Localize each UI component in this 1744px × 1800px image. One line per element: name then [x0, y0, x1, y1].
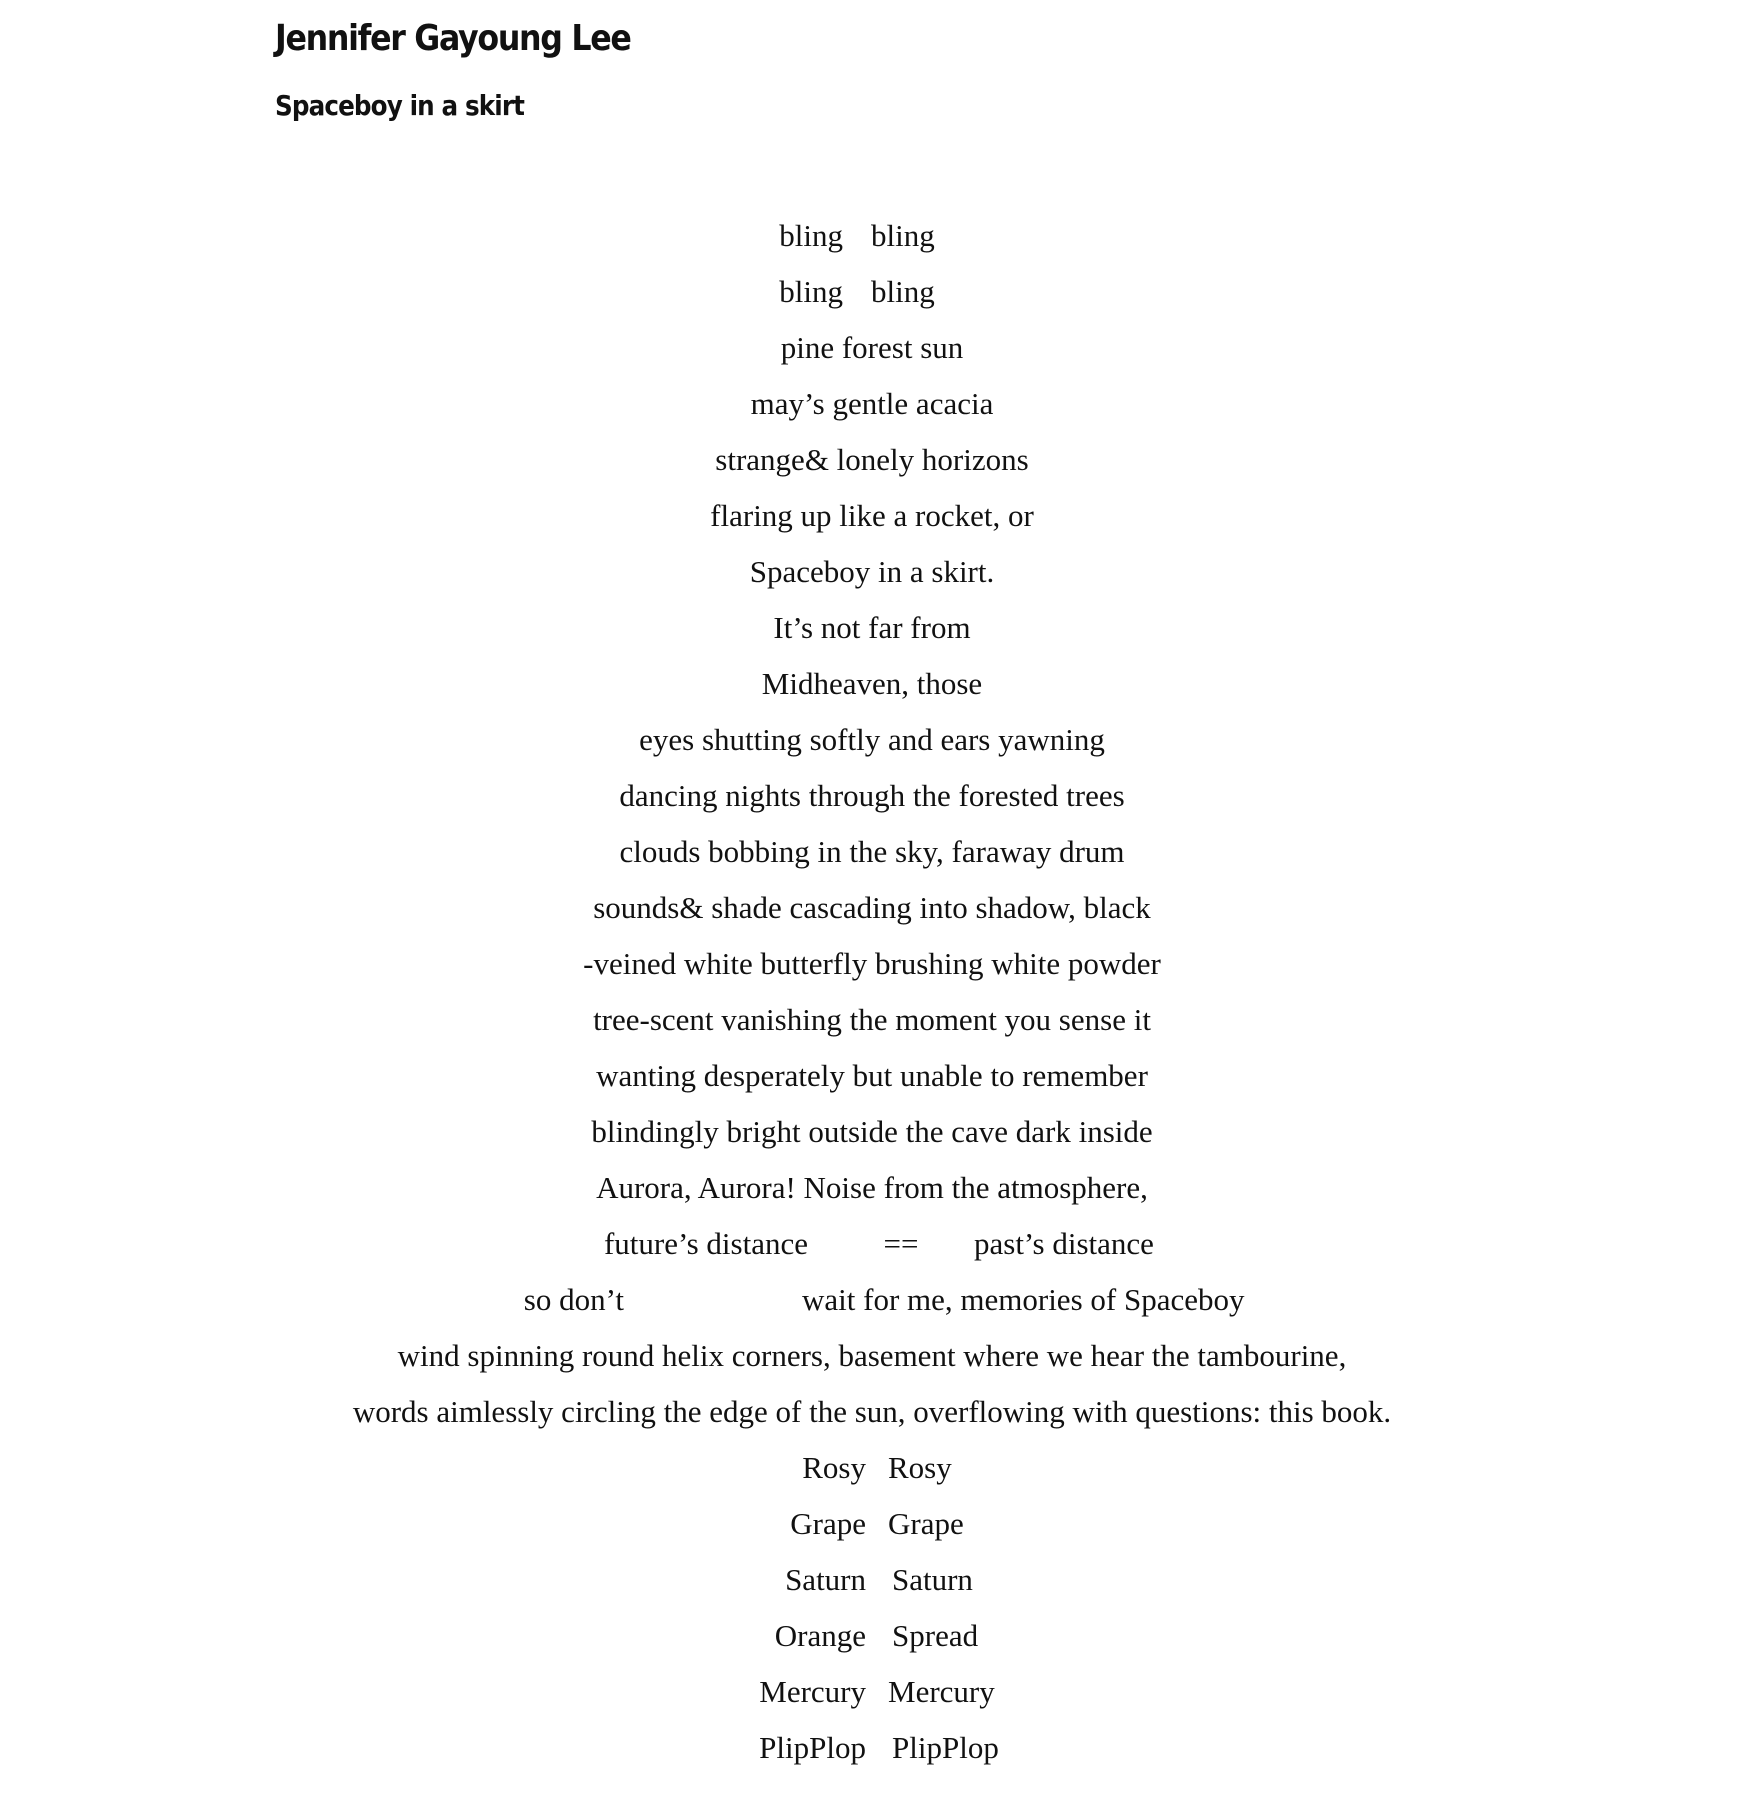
poem-line: It’s not far from [773, 610, 971, 645]
pair-right-word: bling [871, 274, 935, 309]
wait-right-text: wait for me, memories of Spaceboy [802, 1282, 1245, 1317]
pair-right-word: bling [871, 218, 935, 253]
pair-right-word: Rosy [888, 1450, 952, 1485]
poem-pair-line [0, 1440, 1744, 1496]
poem-wait-line [0, 1272, 1744, 1328]
poem-pair-line [0, 264, 1744, 320]
distance-equals: == [883, 1226, 919, 1261]
poem-line: sounds& shade cascading into shadow, black [593, 890, 1151, 925]
pair-left-word: Mercury [759, 1674, 866, 1709]
pair-left-word: bling [779, 218, 843, 253]
poem-body [0, 208, 1744, 1776]
wait-left-text: so don’t [523, 1282, 624, 1317]
poem-pair-line [0, 1608, 1744, 1664]
poem-title: Spaceboy in a skirt [275, 89, 525, 122]
poem-pair-line [0, 1664, 1744, 1720]
poem-distance-line [0, 1216, 1744, 1272]
poem-line: eyes shutting softly and ears yawning [639, 722, 1105, 757]
distance-right-text: past’s distance [974, 1226, 1154, 1261]
pair-left-word: Grape [790, 1506, 866, 1541]
poem-line: Midheaven, those [761, 666, 983, 701]
poem-pair-line [0, 208, 1744, 264]
poem-line: may’s gentle acacia [750, 386, 994, 421]
pair-left-word: Saturn [785, 1562, 866, 1597]
poem-line: dancing nights through the forested trees [619, 778, 1125, 813]
pair-right-word: Spread [892, 1618, 979, 1653]
pair-left-word: Orange [774, 1618, 866, 1653]
poem-line: words aimlessly circling the edge of the sun, overflowing with questions: this book. [352, 1394, 1392, 1429]
poem-line: blindingly bright outside the cave dark inside [591, 1114, 1153, 1149]
poem-pair-line [0, 1496, 1744, 1552]
distance-left-text: future’s distance [603, 1226, 808, 1261]
pair-right-word: Grape [888, 1506, 964, 1541]
poem-line: Spaceboy in a skirt. [749, 554, 995, 589]
pair-left-word: PlipPlop [759, 1730, 866, 1765]
poem-line: clouds bobbing in the sky, faraway drum [619, 834, 1125, 869]
pair-right-word: Mercury [888, 1674, 995, 1709]
author-name: Jennifer Gayoung Lee [275, 18, 631, 59]
poem-line: flaring up like a rocket, or [710, 498, 1034, 533]
poem-line: wind spinning round helix corners, basement where we hear the tambourine, [397, 1338, 1347, 1373]
poem-pair-line [0, 1552, 1744, 1608]
poem-line: wanting desperately but unable to remember [596, 1058, 1148, 1093]
poem-line: pine forest sun [780, 330, 964, 365]
pair-right-word: PlipPlop [892, 1730, 999, 1765]
poem-pair-line [0, 1720, 1744, 1776]
pair-left-word: bling [779, 274, 843, 309]
pair-right-word: Saturn [892, 1562, 973, 1597]
pair-left-word: Rosy [802, 1450, 866, 1485]
poem-line: strange& lonely horizons [715, 442, 1029, 477]
poem-line: tree-scent vanishing the moment you sense it [593, 1002, 1151, 1037]
poem-line: Aurora, Aurora! Noise from the atmosphere, [596, 1170, 1148, 1205]
poem-line: -veined white butterfly brushing white powder [583, 946, 1161, 981]
